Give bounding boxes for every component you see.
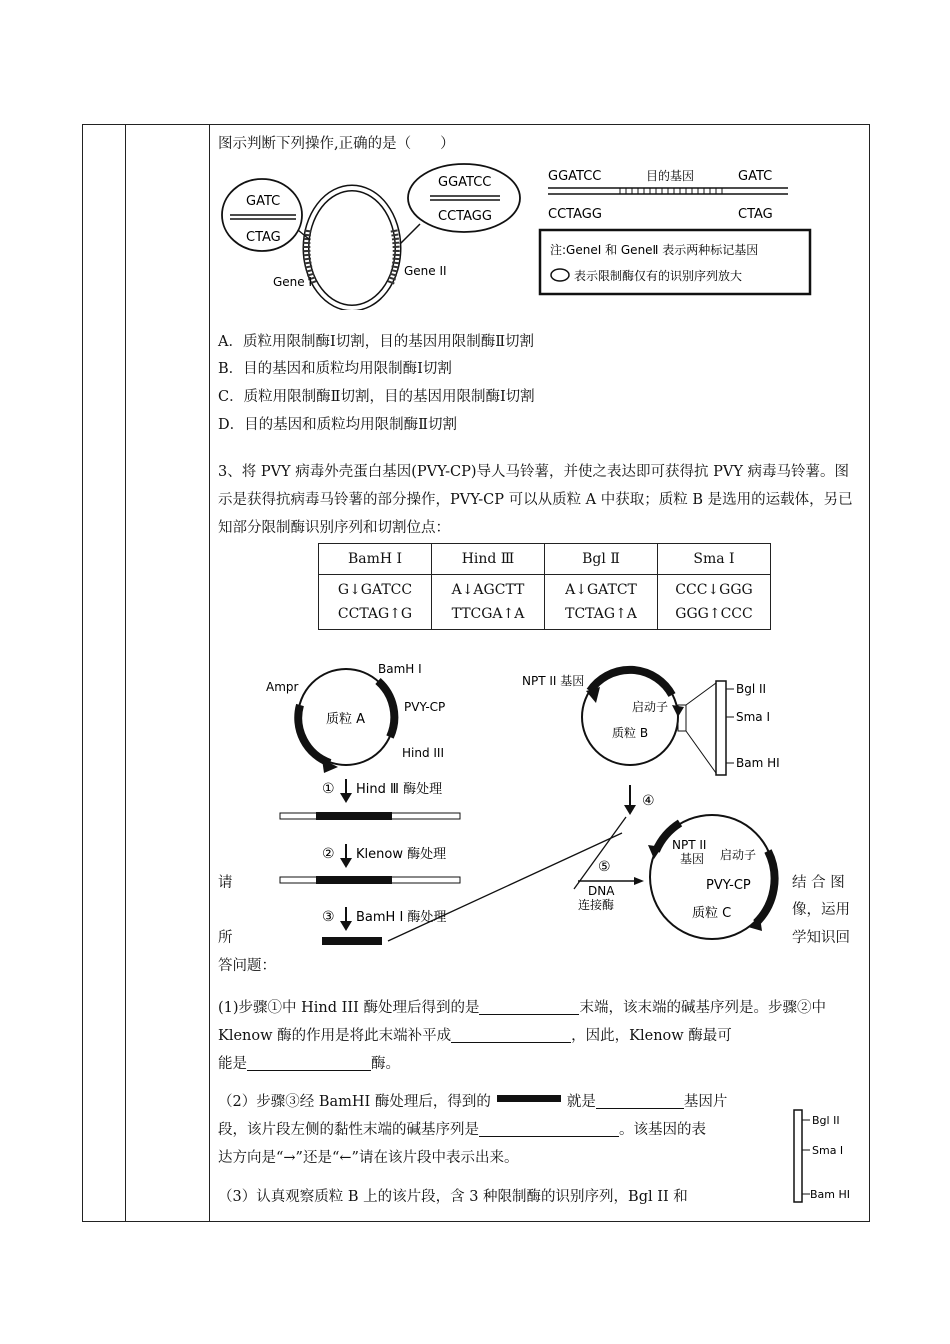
cut-site-cell: G↓GATCC CCTAG↑G [319, 575, 432, 630]
sma1-label: Sma I [736, 710, 771, 724]
ctag-label: CTAG [246, 230, 281, 245]
mini-sma-label: Sma I [812, 1144, 844, 1157]
c-gene-label: 基因 [680, 852, 705, 866]
cctagg-label: CCTAGG [438, 209, 492, 224]
enzyme-header: Bgl Ⅱ [545, 544, 658, 575]
step3-number: ③ [322, 909, 335, 925]
restriction-figure [218, 160, 818, 310]
side-text: 请 [218, 875, 233, 891]
side-text: 结 合 图 [792, 875, 845, 891]
note-line2: 表示限制酶仅有的识别序列放大 [574, 269, 743, 283]
ggatcc-label: GGATCC [438, 175, 492, 190]
answer-blank[interactable] [247, 1054, 371, 1071]
gatc-label: GATC [246, 194, 281, 209]
ampr-label: Ampr [266, 680, 299, 694]
promoter-label: 启动子 [632, 700, 669, 714]
step2-label: Klenow 酶处理 [356, 847, 447, 862]
gene1-label: Gene I [273, 275, 313, 289]
answer-blank[interactable] [596, 1092, 684, 1109]
answer-blank[interactable] [479, 998, 579, 1015]
gene2-label: Gene II [404, 264, 447, 278]
c-promoter-label: 启动子 [720, 848, 757, 862]
c-pvycp-label: PVY-CP [706, 878, 751, 893]
plasmid-a-label: 质粒 A [326, 712, 366, 727]
step3-label: BamH I 酶处理 [356, 910, 447, 925]
seq-left-top: GGATCC [548, 169, 602, 184]
seq-right-bottom: CTAG [738, 207, 773, 222]
answer-blank[interactable] [479, 1120, 619, 1137]
bgl2-label: Bgl II [736, 682, 767, 696]
step5-number: ⑤ [598, 859, 611, 875]
enzyme-table [318, 543, 771, 630]
option-d: D．目的基因和质粒均用限制酶Ⅱ切割 [218, 417, 457, 433]
ligase-line2: 连接酶 [578, 898, 615, 912]
column-divider [125, 125, 126, 1221]
step2-number: ② [322, 846, 335, 862]
ligase-line1: DNA [588, 884, 615, 898]
cut-site-cell: A↓AGCTT TTCGA↑A [432, 575, 545, 630]
seq-right-top: GATC [738, 169, 773, 184]
target-gene-label: 目的基因 [646, 169, 695, 183]
step1-number: ① [322, 781, 335, 797]
mini-bam-label: Bam HI [810, 1188, 851, 1201]
bamh1-label: BamH I [378, 662, 422, 676]
cut-site-cell: A↓GATCT TCTAG↑A [545, 575, 658, 630]
enzyme-header: Hind Ⅲ [432, 544, 545, 575]
step1-label: Hind Ⅲ 酶处理 [356, 782, 443, 797]
column-divider [209, 125, 210, 1221]
question-stem: 图示判断下列操作,正确的是（ ） [218, 136, 455, 152]
cut-site-cell: CCC↓GGG GGG↑CCC [658, 575, 771, 630]
option-b: B．目的基因和质粒均用限制酶Ⅰ切割 [218, 361, 452, 377]
enzyme-header: Sma Ⅰ [658, 544, 771, 575]
pvycp-label: PVY-CP [404, 700, 446, 714]
option-a: A．质粒用限制酶Ⅰ切割，目的基因用限制酶Ⅱ切割 [218, 334, 535, 350]
seq-left-bottom: CCTAGG [548, 207, 602, 222]
step4-number: ④ [642, 793, 655, 809]
hind3-label: Hind III [402, 746, 445, 760]
answer-blank[interactable] [451, 1026, 571, 1043]
mini-bgl-label: Bgl II [812, 1114, 840, 1127]
sub-question-2: （2）步骤③经 BamHI 酶处理后，得到的 就是 基因片 段，该片段左侧的黏性末端的碱基序列是 。该基因的表 达方向是“→”还是“←”请在该片段中表示出来。 [218, 1094, 728, 1166]
q3-intro: 3、将 PVY 病毒外壳蛋白基因(PVY-CP)导人马铃薯，并使之表达即可获得抗 PVY 病毒马铃薯。图示是获得抗病毒马铃薯的部分操作，PVY-CP 可以从质粒 A 中获取；质粒 B 是选用的运载体，另已知部分限制酶识别序列和切割位点： [218, 464, 853, 536]
option-c: C．质粒用限制酶Ⅱ切割，目的基因用限制酶Ⅰ切割 [218, 389, 535, 405]
side-text: 所 [218, 930, 233, 946]
side-text: 像，运用 [792, 902, 850, 918]
sub-question-1: (1)步骤①中 Hind III 酶处理后得到的是 末端，该末端的碱基序列是。步骤②中 Klenow 酶的作用是将此末端补平成 ，因此，Klenow 酶最可 能是 酶。 [218, 1000, 826, 1072]
plasmid-b-label: 质粒 B [612, 726, 649, 740]
plasmid-c-label: 质粒 C [692, 906, 732, 921]
c-npt-label: NPT II [672, 838, 707, 852]
fragment-mini-figure [790, 1108, 860, 1204]
side-text: 学知识回 [792, 930, 850, 946]
enzyme-header: BamH Ⅰ [319, 544, 432, 575]
note-line1: 注:GeneⅠ 和 GeneⅡ 表示两种标记基因 [550, 243, 759, 257]
sub-question-3: （3）认真观察质粒 B 上的该片段，含 3 种限制酶的识别序列，Bgl II 和 [218, 1189, 688, 1205]
npt2-label: NPT II 基因 [522, 674, 585, 688]
answer-prompt: 答问题： [218, 958, 276, 974]
gene-fragment-icon [497, 1095, 561, 1102]
bamhi-label: Bam HI [736, 756, 780, 770]
cloning-figure [260, 655, 790, 955]
